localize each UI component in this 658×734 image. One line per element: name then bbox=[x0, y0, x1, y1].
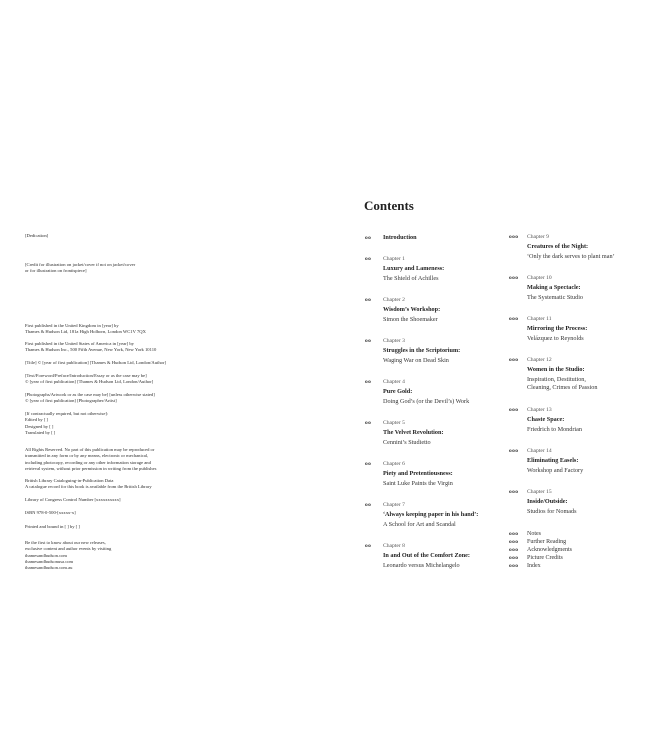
page-number: oo bbox=[365, 420, 372, 426]
chapter-subtitle: Waging War on Dead Skin bbox=[383, 357, 449, 364]
page-number: ooo bbox=[509, 539, 519, 545]
chapter-label: Chapter 7 bbox=[383, 502, 405, 508]
illustration-credit: [Credit for illustration on jacket/cover if not on jacket/cover or for illustration on frontispiece] bbox=[25, 262, 136, 274]
contents-title: Contents bbox=[364, 198, 414, 213]
chapter-label: Chapter 5 bbox=[383, 420, 405, 426]
page-number: oo bbox=[365, 338, 372, 344]
chapter-title: ‘Always keeping paper in his hand’: bbox=[383, 511, 479, 518]
chapter-subtitle: Friedrich to Mondrian bbox=[527, 426, 582, 433]
chapter-label: Chapter 11 bbox=[527, 316, 552, 322]
chapter-title: Struggles in the Scriptorium: bbox=[383, 347, 461, 354]
end-matter-title: Acknowledgments bbox=[527, 547, 572, 553]
page-number: oo bbox=[365, 379, 372, 385]
website-link[interactable]: thamesandhudson.com bbox=[25, 552, 67, 558]
isbn: ISBN 978-0-500-[xxxxx-x] bbox=[25, 510, 76, 515]
chapter-subtitle: Velázquez to Reynolds bbox=[527, 335, 584, 342]
page-number: oo bbox=[365, 235, 372, 241]
page-number: oo bbox=[365, 461, 372, 467]
chapter-label: Chapter 1 bbox=[383, 256, 405, 262]
british-library-data: British Library Cataloguing-in-Publication Data A catalogue record for this book is available from the British Library bbox=[25, 478, 152, 490]
chapter-label: Chapter 13 bbox=[527, 407, 552, 413]
first-published-uk: First published in the United Kingdom in [year] by Thames & Hudson Ltd, 181a High Holborn, London WC1V 7QX bbox=[25, 323, 146, 335]
page-number: ooo bbox=[509, 357, 519, 363]
chapter-title: The Velvet Revolution: bbox=[383, 429, 444, 436]
website-link[interactable]: thamesandhudson.com.au bbox=[25, 565, 73, 571]
page-number: oo bbox=[365, 256, 372, 262]
chapter-subtitle: The Systematic Studio bbox=[527, 294, 584, 301]
chapter-subtitle: Workshop and Factory bbox=[527, 467, 584, 474]
chapter-subtitle: Doing God’s (or the Devil’s) Work bbox=[383, 398, 470, 405]
chapter-label: Chapter 12 bbox=[527, 357, 552, 363]
loc-number: Library of Congress Control Number [xxxxxxxxxx] bbox=[25, 497, 121, 502]
chapter-subtitle: Simon the Shoemaker bbox=[383, 316, 438, 323]
chapter-title: Pure Gold: bbox=[383, 388, 413, 395]
chapter-subtitle: Leonardo versus Michelangelo bbox=[383, 562, 460, 569]
newsletter-text: Be the first to know about our new releases, exclusive content and author events by visiting bbox=[25, 540, 112, 552]
chapter-label: Chapter 14 bbox=[527, 448, 552, 454]
chapter-title: Inside/Outside: bbox=[527, 498, 568, 505]
chapter-title: Wisdom’s Workshop: bbox=[383, 306, 441, 313]
page-number: ooo bbox=[509, 316, 519, 322]
chapter-title: Luxury and Lameness: bbox=[383, 265, 445, 272]
chapter-subtitle: A School for Art and Scandal bbox=[383, 521, 456, 528]
page-number: ooo bbox=[509, 407, 519, 413]
page-number: ooo bbox=[509, 234, 519, 240]
page-number: oo bbox=[365, 543, 372, 549]
page-number: ooo bbox=[509, 448, 519, 454]
chapter-subtitle: The Shield of Achilles bbox=[383, 275, 439, 282]
end-matter-title: Index bbox=[527, 563, 541, 569]
chapter-title: Chaste Space: bbox=[527, 416, 565, 423]
chapter-label: Chapter 3 bbox=[383, 338, 405, 344]
page-number: ooo bbox=[509, 531, 519, 537]
page-number: ooo bbox=[509, 489, 519, 495]
chapter-subtitle: Cennini’s Studietto bbox=[383, 439, 431, 446]
title-copyright: [Title] © [year of first publication] [Thames & Hudson Ltd, London/Author] bbox=[25, 360, 166, 365]
chapter-title: Women in the Studio: bbox=[527, 366, 585, 373]
chapter-title: Making a Spectacle: bbox=[527, 284, 581, 291]
chapter-subtitle: Saint Luke Paints the Virgin bbox=[383, 480, 453, 487]
chapter-subtitle: Inspiration, Destitution, Cleaning, Crimes of Passion bbox=[527, 376, 598, 392]
end-matter-title: Further Reading bbox=[527, 539, 567, 545]
contract-credits: [If contractually required, but not otherwise]: Edited by [ ] Designed by [ ] Translated by [ ] bbox=[25, 411, 109, 435]
toc-entry-title: Introduction bbox=[383, 234, 417, 241]
chapter-label: Chapter 9 bbox=[527, 234, 549, 240]
page-number: oo bbox=[365, 502, 372, 508]
page-number: oo bbox=[365, 297, 372, 303]
chapter-title: Eliminating Easels: bbox=[527, 457, 579, 464]
chapter-label: Chapter 8 bbox=[383, 543, 405, 549]
page-number: ooo bbox=[509, 563, 519, 569]
first-published-us: First published in the United States of America in [year] by Thames & Hudson Inc., 500 Fifth Avenue, New York, New York 10110 bbox=[25, 341, 157, 353]
end-matter-title: Picture Credits bbox=[527, 555, 563, 561]
chapter-label: Chapter 15 bbox=[527, 489, 552, 495]
website-link[interactable]: thamesandhudsonusa.com bbox=[25, 558, 74, 564]
page-number: ooo bbox=[509, 547, 519, 553]
chapter-title: In and Out of the Comfort Zone: bbox=[383, 552, 470, 559]
chapter-title: Piety and Pretentiousness: bbox=[383, 470, 453, 477]
chapter-title: Mirroring the Process: bbox=[527, 325, 588, 332]
chapter-label: Chapter 4 bbox=[383, 379, 405, 385]
rights-reserved: All Rights Reserved. No part of this publication may be reproduced or transmitted in any form or by any means, electronic or mechanical, including photocopy, recording or any other information storage and retrieval system, without prior permission in writing from the publisher. bbox=[25, 447, 158, 471]
dedication: [Dedication] bbox=[25, 233, 49, 238]
chapter-subtitle: ‘Only the dark serves to plant man’ bbox=[527, 253, 615, 260]
printed-bound: Printed and bound in [ ] by [ ] bbox=[25, 524, 80, 529]
chapter-title: Creatures of the Night: bbox=[527, 243, 589, 250]
text-copyright: [Text/Foreword/Preface/Introduction/Essay or as the case may be] © [year of first publication] [Thames & Hudson Ltd, London/Author] bbox=[25, 373, 154, 385]
chapter-subtitle: Studios for Nomads bbox=[527, 508, 577, 515]
end-matter-title: Notes bbox=[527, 531, 541, 537]
page-number: ooo bbox=[509, 275, 519, 281]
page-number: ooo bbox=[509, 555, 519, 561]
chapter-label: Chapter 6 bbox=[383, 461, 405, 467]
chapter-label: Chapter 2 bbox=[383, 297, 405, 303]
chapter-label: Chapter 10 bbox=[527, 275, 552, 281]
photo-copyright: [Photographs/Artwork or as the case may be] [unless otherwise stated] © [year of first publication] [Photographer/Artist] bbox=[25, 392, 155, 404]
